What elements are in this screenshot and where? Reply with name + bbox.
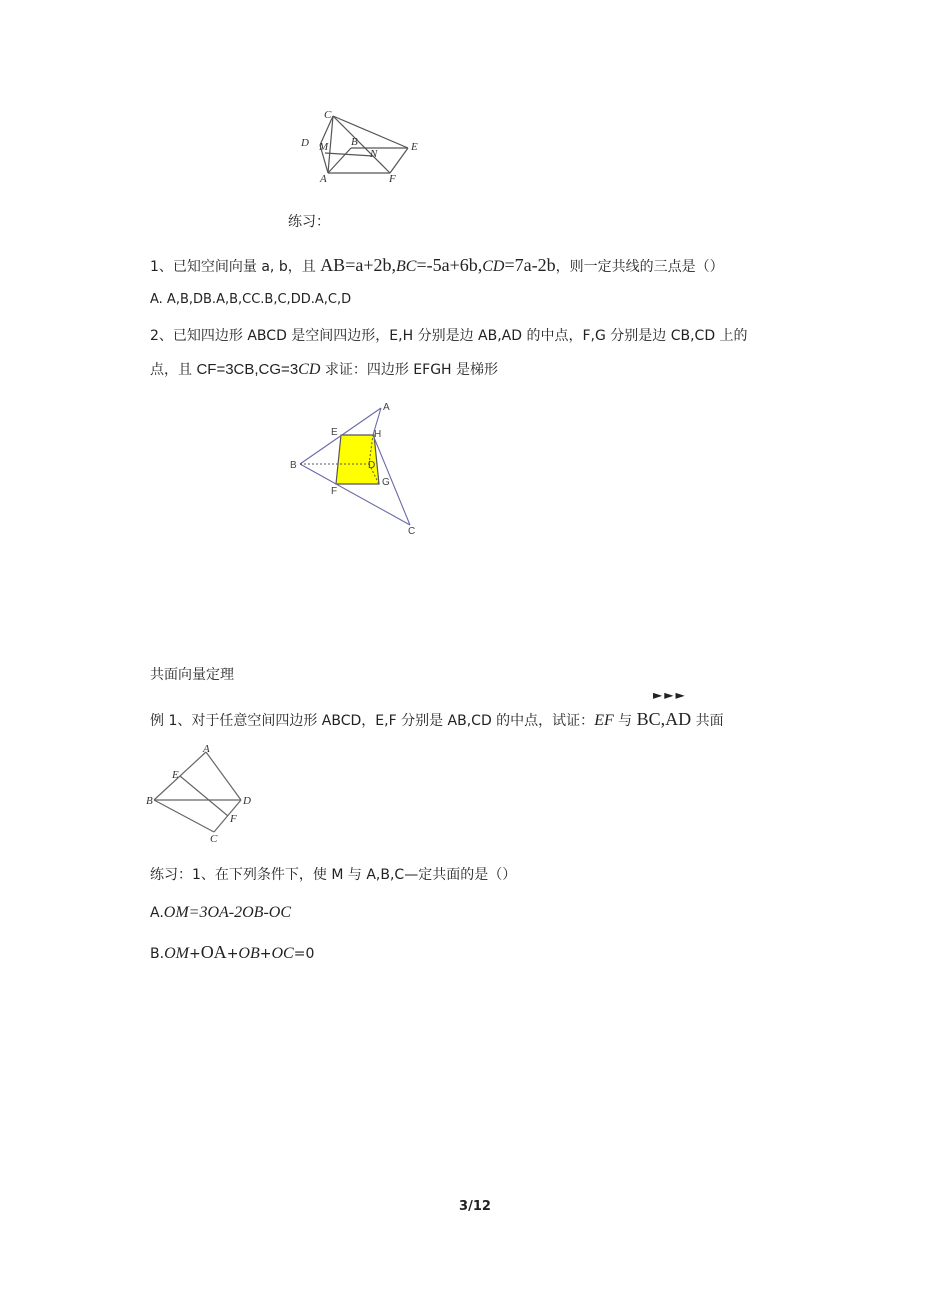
- q2-line2-suffix: 求证：四边形 EFGH 是梯形: [320, 362, 499, 378]
- fig3-label-b: B: [146, 795, 153, 807]
- page-number: 3/12: [459, 1199, 491, 1214]
- section-title: 共面向量定理: [150, 667, 234, 683]
- q1-suffix: ，则一定共线的三点是（）: [555, 259, 724, 275]
- fig2-label-e: E: [331, 427, 338, 438]
- option-a-expr: OM=3OA-2OB-OC: [163, 904, 291, 921]
- fig1-label-d: D: [301, 137, 309, 149]
- practice-heading: 练习：: [288, 214, 330, 230]
- fig2-label-a: A: [383, 402, 390, 413]
- ex1-mid: 与: [613, 713, 637, 729]
- example-1: [150, 709, 724, 731]
- fig1-label-b: B: [351, 136, 358, 148]
- figure-trapezoid-efgh: [285, 398, 425, 538]
- ex1-vector-ef: EF: [594, 712, 614, 729]
- q1-prefix: 1、已知空间向量 a, b，且: [150, 259, 321, 275]
- fig2-label-c: C: [408, 526, 416, 537]
- fig1-label-a: A: [320, 173, 327, 185]
- figure-quadrilateral-abcd: [144, 742, 262, 846]
- fig2-label-h: H: [374, 429, 382, 440]
- fig3-label-d: D: [243, 795, 251, 807]
- practice-2: 练习：1、在下列条件下，使 M 与 A,B,C—定共面的是（）: [150, 867, 517, 883]
- q2-line1: 2、已知四边形 ABCD 是空间四边形，E,H 分别是边 AB,AD 的中点，F,G 分别是边 CB,CD 上的: [150, 328, 748, 344]
- fig1-label-e: E: [411, 141, 418, 153]
- q1-ab-eq: =a+2b,: [345, 255, 396, 275]
- q2-cf-cg: CF=3CB,CG=3: [196, 361, 299, 378]
- option-b-om: OM: [164, 945, 189, 962]
- figure-spatial-polygon: [298, 108, 423, 186]
- option-b: [150, 942, 314, 964]
- fig1-label-n: N: [370, 148, 378, 160]
- fig2-label-f: F: [331, 486, 338, 497]
- vector-arrows: ►►►: [653, 688, 687, 702]
- fig2-label-d: D: [368, 460, 376, 471]
- q2-vector-cd: CD: [298, 361, 321, 378]
- option-b-ob: OB: [238, 945, 260, 962]
- option-b-eq: =0: [293, 946, 315, 962]
- ex1-prefix: 例 1、对于任意空间四边形 ABCD，E,F 分别是 AB,CD 的中点，试证：: [150, 713, 595, 729]
- option-a: [150, 903, 291, 923]
- q2-line2-prefix: 点，且: [150, 362, 197, 378]
- option-b-plus1: +: [188, 946, 201, 962]
- fig2-label-g: G: [382, 477, 390, 488]
- option-b-oc: OC: [271, 945, 294, 962]
- fig2-label-b: B: [290, 460, 297, 471]
- ex1-suffix: 共面: [691, 713, 724, 729]
- option-b-oa: OA: [200, 942, 227, 962]
- option-a-prefix: A.: [150, 905, 164, 921]
- option-b-plus2: +: [226, 946, 239, 962]
- ex1-bc-ad: BC,AD: [636, 709, 692, 729]
- fig3-label-f: F: [230, 813, 237, 825]
- question-1: [150, 255, 724, 277]
- fig1-label-c: C: [324, 109, 332, 121]
- q1-bc-eq: =-5a+6b,: [416, 255, 483, 275]
- option-b-plus3: +: [259, 946, 272, 962]
- fig3-label-e: E: [172, 769, 179, 781]
- fig3-label-a: A: [203, 743, 210, 755]
- option-b-prefix: B.: [150, 946, 165, 962]
- q1-vector-bc: BC: [396, 258, 417, 275]
- q2-line2: [150, 360, 498, 380]
- q1-vector-ab: AB: [320, 255, 346, 275]
- fig3-label-c: C: [210, 833, 218, 845]
- fig1-label-f: F: [389, 173, 396, 185]
- q1-cd-eq: =7a-2b: [504, 255, 556, 275]
- q1-options: A. A,B,DB.A,B,CC.B,C,DD.A,C,D: [150, 292, 352, 307]
- q1-vector-cd: CD: [482, 258, 505, 275]
- fig1-label-m: M: [319, 141, 329, 153]
